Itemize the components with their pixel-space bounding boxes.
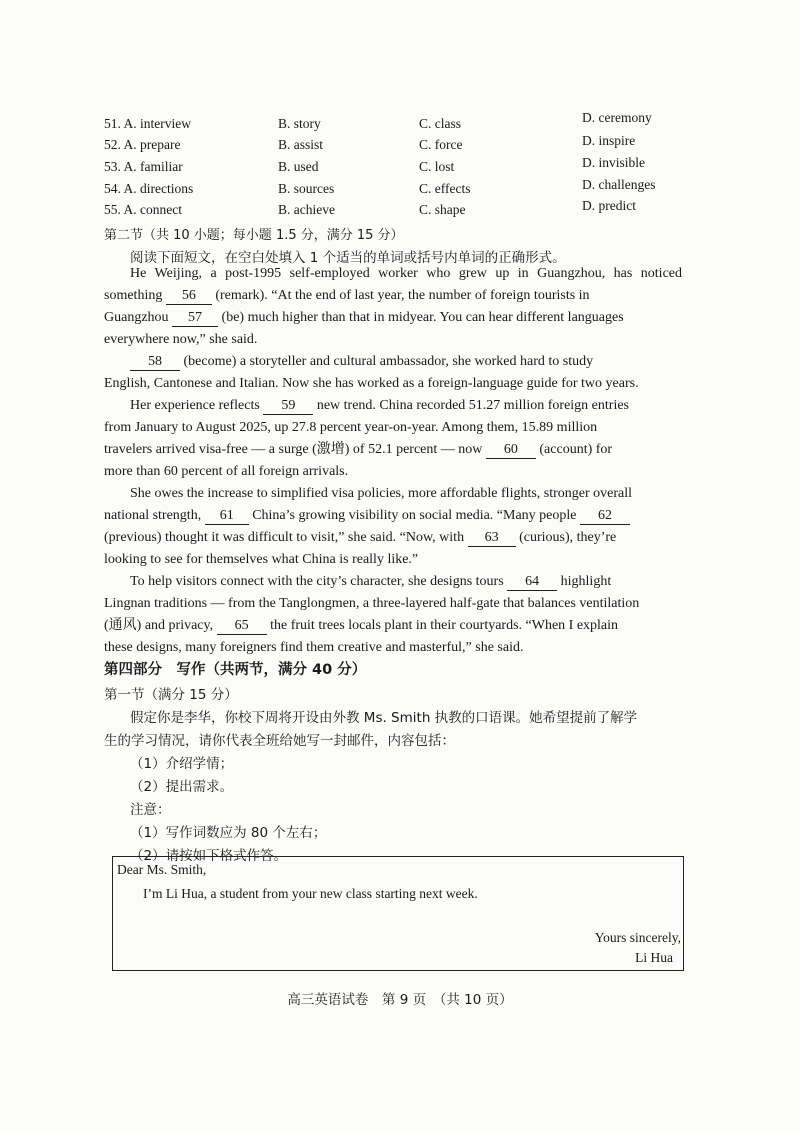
letter-greeting: Dear Ms. Smith, [117, 862, 207, 877]
prompt-line: 生的学习情况，请你代表全班给她写一封邮件，内容包括： [104, 733, 455, 749]
option-d: D. challenges [582, 177, 656, 192]
passage-line: To help visitors connect with the city’s character, she designs tours 64 highlight [130, 574, 612, 589]
passage-line: She owes the increase to simplified visa policies, more affordable flights, stronger overall [130, 486, 633, 501]
part-4-title: 第四部分 写作（共两节，满分 40 分） [104, 662, 367, 678]
letter-signature: Li Hua [635, 950, 673, 965]
note-item: （2）请按如下格式作答。 [130, 848, 288, 864]
option-row-52 [104, 133, 704, 157]
blank-64: 64 [507, 574, 557, 591]
letter-opening: I’m Li Hua, a student from your new class starting next week. [143, 886, 478, 901]
option-d: D. inspire [582, 133, 636, 148]
passage-line: more than 60 percent of all foreign arrivals. [104, 464, 349, 479]
passage-line: national strength, 61 China’s growing visibility on social media. “Many people 62 [104, 505, 630, 527]
passage-line: (previous) thought it was difficult to visit,” she said. “Now, with 63 (curious), they’re [104, 530, 617, 545]
option-b: B. achieve [278, 202, 335, 217]
blank-63: 63 [468, 530, 516, 547]
part-4-section-1: 第一节（满分 15 分） [104, 687, 238, 703]
option-row-55 [104, 198, 704, 222]
prompt-item: （1）介绍学情； [130, 756, 234, 772]
prompt-line: 假定你是李华，你校下周将开设由外教 Ms. Smith 执教的口语课。她希望提前了解学 [130, 710, 638, 726]
section-2-instruction: 阅读下面短文，在空白处填入 1 个适当的单词或括号内单词的正确形式。 [130, 250, 566, 266]
option-a: 53. A. familiar [104, 159, 183, 174]
blank-60: 60 [486, 442, 536, 459]
option-a: 54. A. directions [104, 181, 194, 196]
passage-line: Lingnan traditions — from the Tanglongmen, a three-layered half-gate that balances ventilation [104, 596, 640, 611]
passage-line: (通风) and privacy, 65 the fruit trees locals plant in their courtyards. “When I explain [104, 618, 619, 633]
option-a: 51. A. interview [104, 116, 191, 131]
option-d: D. predict [582, 198, 636, 213]
note-label: 注意： [130, 802, 171, 818]
passage-line: these designs, many foreigners find them creative and masterful,” she said. [104, 640, 524, 655]
page-footer: 高三英语试卷 第 9 页 （共 10 页） [287, 992, 513, 1008]
blank-58: 58 [130, 354, 180, 371]
option-c: C. lost [419, 159, 455, 174]
blank-62: 62 [580, 508, 630, 525]
blank-56: 56 [166, 288, 212, 305]
passage-line: Guangzhou 57 (be) much higher than that in midyear. You can hear different languages [104, 310, 624, 325]
option-a: 55. A. connect [104, 202, 182, 217]
option-b: B. used [278, 159, 319, 174]
blank-57: 57 [172, 310, 218, 327]
passage-line: looking to see for themselves what China is really like.” [104, 552, 419, 567]
option-a: 52. A. prepare [104, 137, 181, 152]
passage-line: He Weijing, a post-1995 self-employed worker who grew up in Guangzhou, has noticed [130, 266, 682, 281]
passage-line: 58 (become) a storyteller and cultural ambassador, she worked hard to study [130, 351, 593, 373]
blank-65: 65 [217, 618, 267, 635]
passage-line: travelers arrived visa-free — a surge (激增) of 52.1 percent — now 60 (account) for [104, 442, 613, 457]
option-b: B. assist [278, 137, 324, 152]
option-c: C. class [419, 116, 461, 131]
blank-61: 61 [205, 508, 249, 525]
prompt-item: （2）提出需求。 [130, 779, 234, 795]
section-2-header: 第二节（共 10 小题；每小题 1.5 分，满分 15 分） [104, 228, 404, 243]
blank-59: 59 [263, 398, 313, 415]
option-d: D. ceremony [582, 110, 652, 125]
option-c: C. effects [419, 181, 471, 196]
option-c: C. shape [419, 202, 466, 217]
letter-box [112, 856, 684, 971]
passage-line: something 56 (remark). “At the end of last year, the number of foreign tourists in [104, 288, 590, 303]
passage-line: everywhere now,” she said. [104, 332, 258, 347]
note-item: （1）写作词数应为 80 个左右； [130, 825, 327, 841]
passage-line: from January to August 2025, up 27.8 percent year-on-year. Among them, 15.89 million [104, 420, 598, 435]
option-row-53 [104, 155, 704, 179]
letter-closing: Yours sincerely, [594, 930, 681, 945]
option-b: B. story [278, 116, 321, 131]
option-b: B. sources [278, 181, 335, 196]
option-d: D. invisible [582, 155, 645, 170]
option-c: C. force [419, 137, 463, 152]
passage-line: Her experience reflects 59 new trend. China recorded 51.27 million foreign entries [130, 398, 630, 413]
passage-line: English, Cantonese and Italian. Now she has worked as a foreign-language guide for two years. [104, 376, 639, 391]
